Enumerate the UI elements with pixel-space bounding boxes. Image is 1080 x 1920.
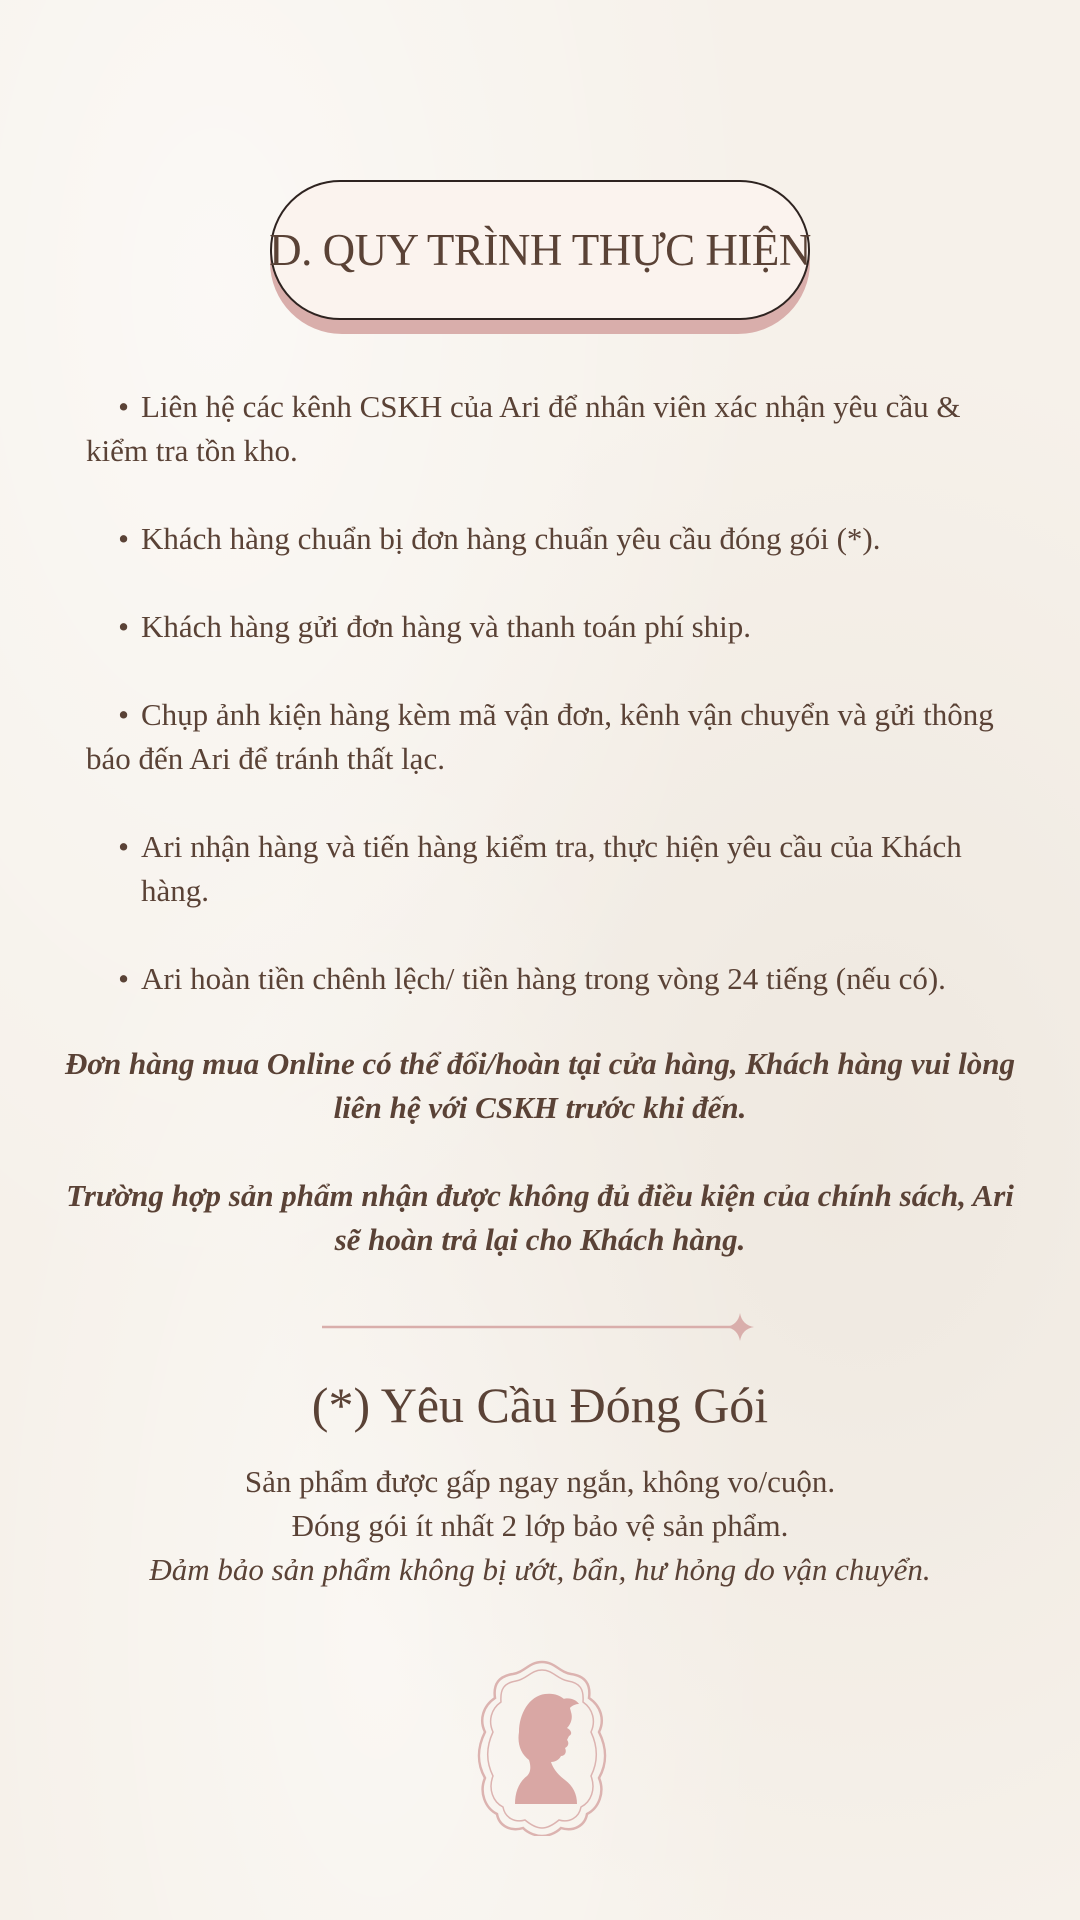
bullet: • xyxy=(118,829,129,864)
bullet: • xyxy=(118,609,129,644)
title-pill xyxy=(270,180,810,320)
step-item xyxy=(86,957,1006,1001)
step-text: Chụp ảnh kiện hàng kèm mã vận đơn, kênh vận chuyển và gửi thông báo đến Ari để tránh thất lạc. xyxy=(86,697,994,776)
packaging-title: (*) Yêu Cầu Đóng Gói xyxy=(311,1377,769,1433)
packaging-line: Sản phẩm được gấp ngay ngắn, không vo/cuộn. xyxy=(244,1464,836,1499)
packaging-line: Đóng gói ít nhất 2 lớp bảo vệ sản phẩm. xyxy=(291,1508,789,1543)
step-text: Khách hàng gửi đơn hàng và thanh toán phí ship. xyxy=(141,609,752,644)
bullet: • xyxy=(118,389,129,424)
bullet: • xyxy=(118,961,129,996)
step-text: Ari hoàn tiền chênh lệch/ tiền hàng trong vòng 24 tiếng (nếu có). xyxy=(141,961,946,996)
step-text: Ari nhận hàng và tiến hàng kiểm tra, thực hiện yêu cầu của Khách hàng. xyxy=(141,829,962,908)
packaging-requirements xyxy=(0,1460,1080,1592)
woman-silhouette-emblem-icon xyxy=(475,1658,609,1836)
notes xyxy=(60,1042,1020,1306)
step-text: Khách hàng chuẩn bị đơn hàng chuẩn yêu cầu đóng gói (*). xyxy=(141,521,881,556)
step-text: Liên hệ các kênh CSKH của Ari để nhân viên xác nhận yêu cầu & kiểm tra tồn kho. xyxy=(86,389,961,468)
note-online-exchange: Đơn hàng mua Online có thể đổi/hoàn tại cửa hàng, Khách hàng vui lòng liên hệ với CSKH trước khi đến. xyxy=(65,1046,1015,1125)
step-item xyxy=(86,385,1006,473)
note-ineligible-return: Trường hợp sản phẩm nhận được không đủ điều kiện của chính sách, Ari sẽ hoàn trả lại cho Khách hàng. xyxy=(66,1178,1014,1257)
step-item xyxy=(86,825,1006,913)
page-title: D. QUY TRÌNH THỰC HIỆN xyxy=(269,225,811,275)
packaging-line-italic: Đảm bảo sản phẩm không bị ướt, bẩn, hư hỏng do vận chuyển. xyxy=(149,1552,931,1587)
sparkle-divider-icon xyxy=(322,1313,757,1341)
bullet: • xyxy=(118,521,129,556)
steps-list xyxy=(86,385,1006,1045)
step-item xyxy=(86,605,1006,649)
step-item xyxy=(86,517,1006,561)
bullet: • xyxy=(118,697,129,732)
step-item xyxy=(86,693,1006,781)
